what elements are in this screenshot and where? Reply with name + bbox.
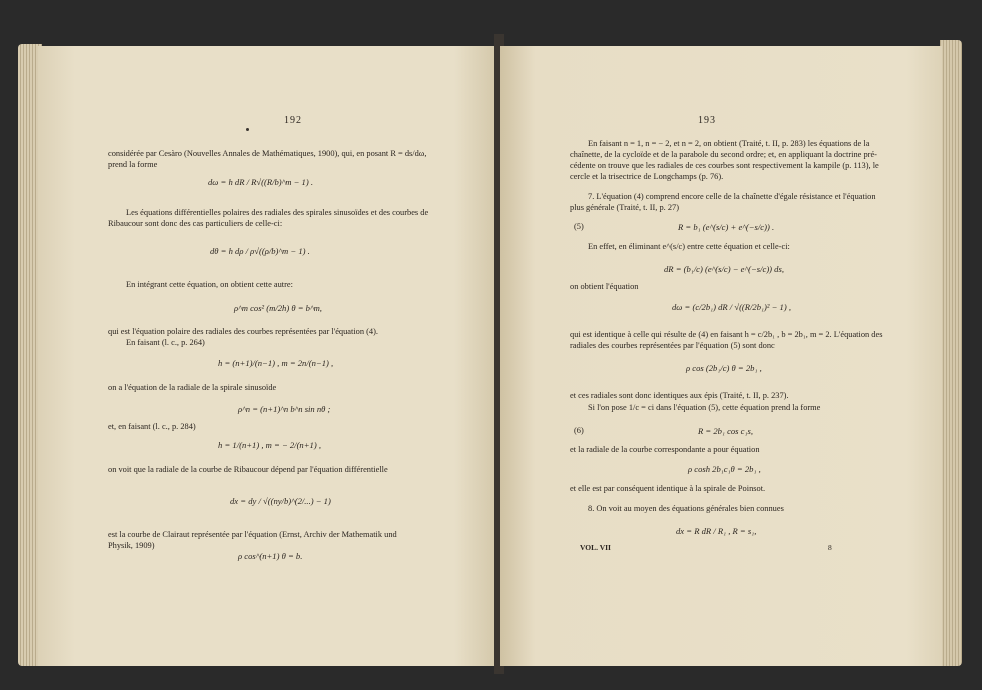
text-line: qui est l'équation polaire des radiales des courbes représentées par l'équation (4).	[108, 327, 378, 336]
text-line: chaînette, de la cycloïde et de la parabole du second ordre; et, en appliquant la doctrine pré-	[570, 150, 877, 159]
text-line: on a l'équation de la radiale de la spirale sinusoïde	[108, 383, 277, 392]
equation: ρ cosh 2b₁c₁θ = 2b₁ ,	[688, 464, 761, 474]
open-book	[18, 34, 962, 674]
text-line: 7. L'équation (4) comprend encore celle de la chaînette d'égale résistance et l'équation	[588, 192, 876, 201]
equation: dω = h dR / R√((R/b)^m − 1) .	[208, 177, 314, 187]
bullet-dot	[246, 128, 249, 131]
text-line: plus générale (Traité, t. II, p. 27)	[570, 203, 680, 212]
equation: dω = (c/2b₁) dR / √((R/2b₁)² − 1) ,	[672, 302, 791, 312]
equation: h = (n+1)/(n−1) , m = 2n/(n−1) ,	[218, 358, 334, 368]
text-line: on obtient l'équation	[570, 282, 639, 291]
text-line: et elle est par conséquent identique à la spirale de Poinsot.	[570, 484, 766, 493]
left-page-number: 192	[284, 115, 302, 126]
footer-signature: 8	[828, 543, 832, 552]
text-line: on voit que la radiale de la courbe de Ribaucour dépend par l'équation différentielle	[108, 465, 388, 474]
text-line: cercle et la trisectrice de Longchamps (p. 76).	[570, 172, 724, 181]
equation-number: (6)	[574, 426, 584, 435]
right-page-edges	[940, 40, 962, 666]
text-line: En effet, en éliminant e^(s/c) entre cette équation et celle-ci:	[588, 242, 790, 251]
text-line: est la courbe de Clairaut représentée par l'équation (Ernst, Archiv der Mathematik und	[108, 530, 397, 539]
equation: R = 2b₁ cos c₁s,	[698, 426, 753, 436]
equation: dR = (b₁/c) (e^(s/c) − e^(−s/c)) ds,	[664, 264, 784, 274]
left-page	[38, 46, 500, 666]
right-page-number: 193	[698, 115, 716, 126]
text-line: et la radiale de la courbe correspondante a pour équation	[570, 445, 760, 454]
equation: ρ^n = (n+1)^n b^n sin nθ ;	[238, 404, 331, 414]
right-page	[500, 46, 942, 666]
equation: ρ^m cos² (m/2h) θ = b^m,	[234, 303, 322, 313]
equation: dx = R dR / R₁ , R = s₁,	[676, 526, 757, 536]
text-line: En faisant n = 1, n = − 2, et n = 2, on obtient (Traité, t. II, p. 283) les équations de la	[588, 139, 870, 148]
text-line: Si l'on pose 1/c = ci dans l'équation (5), cette équation prend la forme	[588, 403, 821, 412]
equation: ρ cos^(n+1) θ = b.	[238, 551, 303, 561]
text-line: Ribaucour sont donc des cas particuliers de celle-ci:	[108, 219, 283, 228]
equation: dθ = h dρ / ρ√((ρ/b)^m − 1) .	[210, 246, 310, 256]
text-line: Les équations différentielles polaires des radiales des spirales sinusoïdes et des courbes de	[126, 208, 429, 217]
equation: dx = dy / √((ny/b)^(2/...) − 1)	[230, 496, 331, 506]
text-line: prend la forme	[108, 160, 158, 169]
equation-number: (5)	[574, 222, 584, 231]
text-line: En intégrant cette équation, on obtient cette autre:	[126, 280, 293, 289]
text-line: cédente on trouve que les radiales de ces courbes sont respectivement la kampile (p. 113), le	[570, 161, 879, 170]
text-line: radiales des courbes représentées par l'équation (5) sont donc	[570, 341, 775, 350]
text-line: et ces radiales sont donc identiques aux épis (Traité, t. II, p. 237).	[570, 391, 789, 400]
text-line: qui est identique à celle qui résulte de (4) en faisant h = c/2b₁ , b = 2b₁, m = 2. L'équation des	[570, 330, 883, 339]
text-line: Physik, 1909)	[108, 541, 155, 550]
equation: h = 1/(n+1) , m = − 2/(n+1) ,	[218, 440, 321, 450]
text-line: et, en faisant (l. c., p. 284)	[108, 422, 196, 431]
footer-volume: VOL. VII	[580, 543, 611, 552]
text-line: considérée par Cesàro (Nouvelles Annales de Mathématiques, 1900), qui, en posant R = ds/dω,	[108, 149, 427, 158]
text-line: 8. On voit au moyen des équations générales bien connues	[588, 504, 784, 513]
text-line: En faisant (l. c., p. 264)	[126, 338, 205, 347]
equation: R = b₁ (e^(s/c) + e^(−s/c)) .	[678, 222, 775, 232]
equation: ρ cos (2b₁/c) θ = 2b₁ ,	[686, 363, 762, 373]
